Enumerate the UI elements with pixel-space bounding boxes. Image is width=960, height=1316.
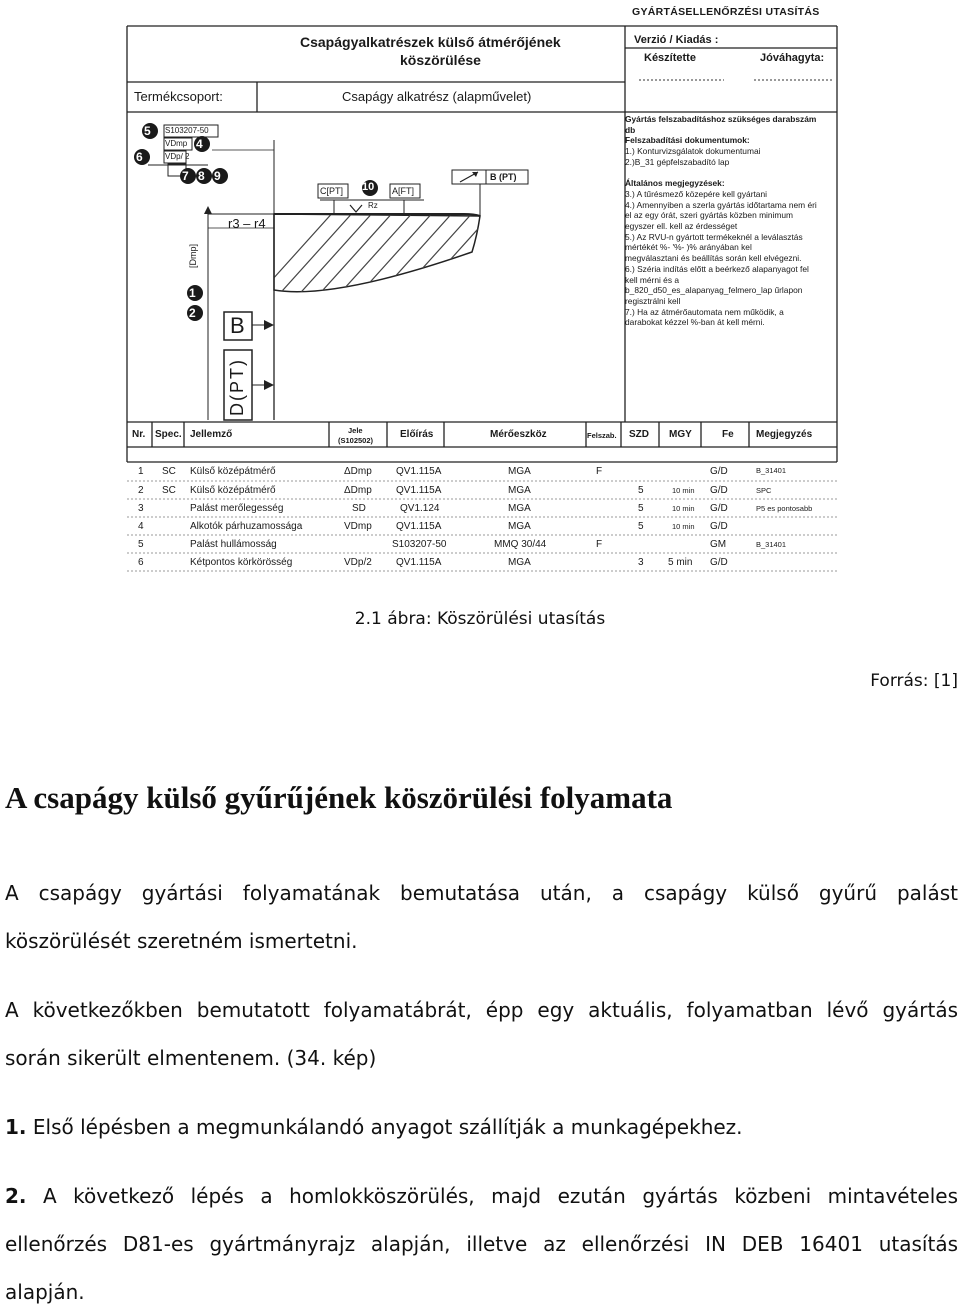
label-r3-r4: r3 – r4 [228, 216, 266, 231]
product-group-value: Csapágy alkatrész (alapművelet) [342, 89, 532, 104]
col-header-szd: SZD [629, 429, 649, 440]
note-line: darabokat kézzel %-ban át kell mérni. [625, 317, 765, 328]
step-text: Első lépésben a megmunkálandó anyagot szállítják a munkagépekhez. [32, 1115, 743, 1139]
note-line: db [625, 124, 636, 135]
cell-spec: SC [162, 485, 176, 496]
label-b-pt: B (PT) [490, 172, 517, 182]
note-line: megválasztani és beállítás során kell elvégezni. [625, 253, 802, 264]
label-a-ft: A[FT] [392, 186, 414, 196]
cell-felszab: F [596, 466, 603, 477]
cell-meroeszkoz: MGA [508, 503, 531, 514]
paragraph-line: alapján. [5, 1280, 85, 1304]
cell-szd: 5 [638, 485, 644, 496]
paragraph-line: A következőkben bemutatott folyamatábrát, épp egy aktuális, folyamatban lévő gyártás [5, 998, 958, 1022]
cell-fe: GM [710, 539, 727, 550]
note-line: el az egy órát, szeri gyártás közben minimum [625, 210, 794, 221]
callout-1: 1 [189, 286, 196, 300]
cell-mgy: 10 min [672, 522, 695, 531]
cell-mgy: 5 min [668, 557, 693, 568]
cell-meroeszkoz: MGA [508, 485, 531, 496]
note-line: 5.) Az RVU-n gyártott termékeknél a leválasztás [625, 231, 803, 242]
cell-meroeszkoz: MGA [508, 557, 531, 568]
cell-megjegyzes: P5 es pontosabb [756, 504, 813, 513]
cell-fe: G/D [710, 521, 728, 532]
cell-mgy: 10 min [672, 486, 695, 495]
cell-meroeszkoz: MGA [508, 521, 531, 532]
cell-fe: G/D [710, 466, 728, 477]
note-line: 1.) Konturvizsgálatok dokumentumai [625, 146, 761, 157]
version-label: Verzió / Kiadás : [634, 34, 719, 46]
cell-eloiras: QV1.115A [396, 485, 442, 496]
col-header-meroeszkoz: Mérőeszköz [490, 429, 547, 440]
label-c-pt: C[PT] [320, 186, 344, 196]
note-line: 2.)B_31 gépfelszabadító lap [625, 156, 730, 167]
col-header-fe: Fe [722, 429, 734, 440]
callout-4: 4 [196, 137, 203, 151]
cell-jele: VDmp [344, 521, 372, 532]
note-line: mértékét %- '%- )% arányában kel [625, 242, 752, 253]
col-header-nr: Nr. [132, 429, 146, 440]
prepared-label: Készítette [644, 52, 696, 64]
step-1 [5, 1103, 958, 1151]
label-datum-d: D(PT) [227, 358, 247, 416]
cell-jele: SD [352, 503, 366, 514]
cell-jele: VDp/2 [344, 557, 372, 568]
col-header-felszab: Felszab. [587, 431, 617, 440]
col-header-megjegyzes: Megjegyzés [756, 429, 813, 440]
cell-meroeszkoz: MGA [508, 466, 531, 477]
col-header-eloiras: Előírás [400, 429, 434, 440]
col-header-spec: Spec. [155, 429, 182, 440]
paragraph-line: köszörülését szeretném ismertetni. [5, 929, 358, 953]
product-group-label: Termékcsoport: [134, 89, 223, 104]
cell-jellemzo: Külső középátmérő [190, 485, 276, 496]
cell-spec: SC [162, 466, 176, 477]
note-line: Általános megjegyzések: [625, 178, 725, 189]
cell-jellemzo: Alkotók párhuzamossága [190, 521, 303, 532]
callout-10: 10 [362, 181, 375, 193]
col-header-jele-sub: (S102502) [338, 436, 374, 445]
cell-nr: 3 [138, 503, 144, 514]
cell-nr: 2 [138, 485, 144, 496]
note-line: 4.) Amennyiben a szerla gyártás időtartama nem éri [625, 199, 817, 210]
cell-megjegyzes: SPC [756, 486, 772, 495]
cell-megjegyzes: B_31401 [756, 540, 787, 549]
cell-nr: 5 [138, 539, 144, 550]
cell-jellemzo: Palást merőlegesség [190, 503, 284, 514]
label-dmp: [Dmp] [188, 243, 198, 268]
note-line: b_820_d50_es_alapanyag_felmero_lap űrlapon [625, 285, 803, 296]
technical-drawing [134, 123, 528, 420]
col-header-jele: Jele [348, 426, 363, 435]
cell-nr: 1 [138, 466, 144, 477]
callout-7: 7 [182, 169, 189, 183]
cell-fe: G/D [710, 503, 728, 514]
callout-6: 6 [136, 150, 143, 164]
cell-eloiras: QV1.124 [400, 503, 440, 514]
note-line: Gyártás felszabadításhoz szükséges darabszám [625, 114, 817, 124]
cell-eloiras: QV1.115A [396, 521, 442, 532]
cell-szd: 5 [638, 521, 644, 532]
label-s103207: S103207-50 [165, 126, 209, 135]
note-line: regisztrálni kell [625, 295, 681, 306]
cell-jellemzo: Kétpontos körkörösség [190, 557, 293, 568]
cell-eloiras: QV1.115A [396, 557, 442, 568]
section-heading: A csapágy külső gyűrűjének köszörülési folyamata [5, 780, 673, 815]
label-vdp2: VDp/ 2 [165, 152, 190, 161]
note-line [625, 168, 837, 179]
cell-nr: 6 [138, 557, 144, 568]
cell-meroeszkoz: MMQ 30/44 [494, 539, 547, 550]
step-2 [5, 1172, 958, 1316]
cell-jellemzo: Palást hullámosság [190, 539, 277, 550]
cell-jele: ΔDmp [344, 466, 372, 477]
cell-fe: G/D [710, 557, 728, 568]
paragraph-flowchart [5, 986, 958, 1082]
sheet-title-line1: Csapágyalkatrészek külső átmérőjének [300, 34, 561, 50]
cell-jele: ΔDmp [344, 485, 372, 496]
paragraph-intro [5, 869, 958, 965]
sheet-notes [625, 114, 837, 328]
step-text: A következő lépés a homlokköszörülés, majd ezután gyártás közbeni mintavételes [43, 1184, 959, 1208]
instruction-sheet [124, 0, 840, 578]
callout-2: 2 [189, 306, 196, 320]
label-rz: Rz [368, 201, 378, 210]
cell-megjegyzes: B_31401 [756, 466, 787, 475]
label-datum-b: B [230, 313, 245, 338]
cell-nr: 4 [138, 521, 144, 532]
cell-eloiras: QV1.115A [396, 466, 442, 477]
cell-jellemzo: Külső középátmérő [190, 466, 276, 477]
figure-caption: 2.1 ábra: Köszörülési utasítás [354, 609, 606, 629]
approved-label: Jóváhagyta: [760, 52, 825, 64]
note-line: 7.) Ha az átmérőautomata nem működik, a [625, 306, 784, 317]
col-header-mgy: MGY [669, 429, 692, 440]
cell-szd: 3 [638, 557, 644, 568]
cell-mgy: 10 min [672, 504, 695, 513]
paragraph-line: ellenőrzés D81-es gyártmányrajz alapján, illetve az ellenőrzési IN DEB 16401 utasítás [5, 1232, 958, 1256]
sheet-header-subtitle: GYÁRTÁSELLENŐRZÉSI UTASÍTÁS [632, 6, 820, 18]
col-header-jellemzo: Jellemző [190, 429, 233, 440]
callout-5: 5 [144, 124, 151, 138]
note-line: egyszer ell. kell az érdességet [625, 221, 738, 232]
paragraph-line: A csapágy gyártási folyamatának bemutatása után, a csapágy külső gyűrű palást [5, 881, 958, 905]
paragraph-line: során sikerült elmentenem. (34. kép) [5, 1046, 377, 1070]
step-number: 1. [5, 1115, 27, 1139]
note-line: kell mérni és a [625, 274, 679, 285]
note-line: 3.) A tűrésmező közepére kell gyártani [625, 188, 767, 199]
callout-9: 9 [214, 169, 221, 183]
cell-szd: 5 [638, 503, 644, 514]
figure-source: Forrás: [1] [870, 671, 958, 691]
cell-felszab: F [596, 539, 603, 550]
note-line: 6.) Széria indítás előtt a beérkező alapanyagot fel [625, 263, 809, 274]
cell-eloiras: S103207-50 [392, 539, 447, 550]
label-vdmp: VDmp [165, 139, 188, 148]
note-line: Felszabadítási dokumentumok: [625, 135, 750, 146]
callout-8: 8 [198, 169, 205, 183]
sheet-title-line2: köszörülése [400, 52, 481, 68]
cell-fe: G/D [710, 485, 728, 496]
step-number: 2. [5, 1184, 27, 1208]
